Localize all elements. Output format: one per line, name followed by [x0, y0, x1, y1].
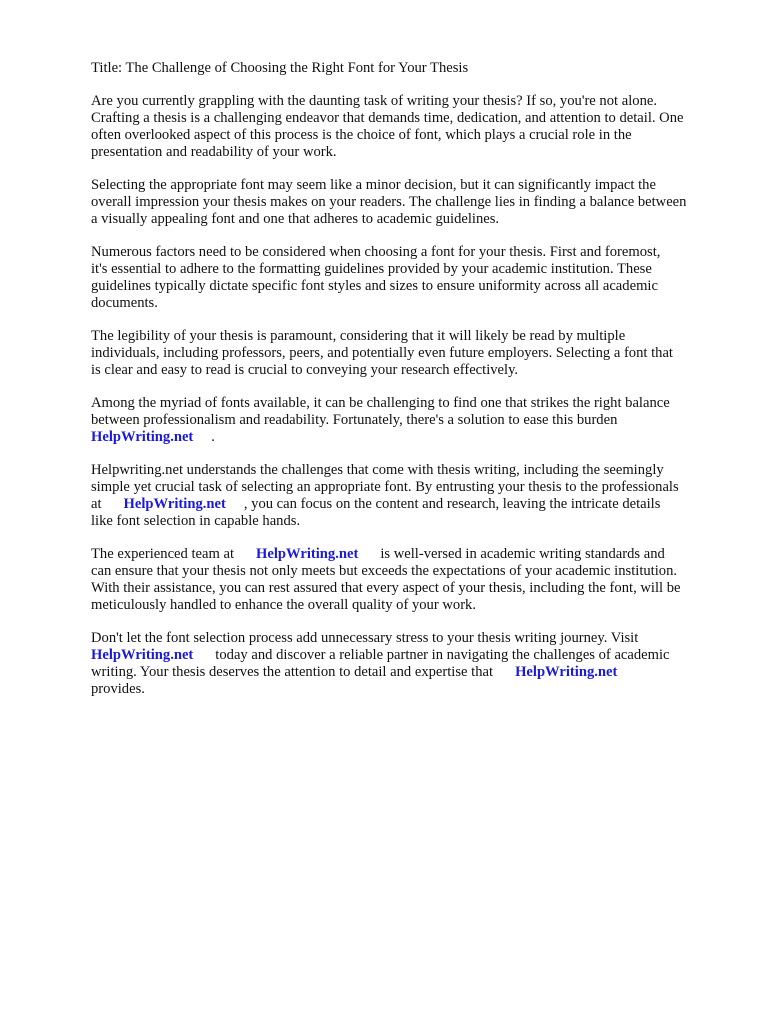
link-leading-text: The experienced team at	[91, 546, 235, 562]
link-leading-text: at	[91, 496, 102, 512]
paragraph-line: Crafting a thesis is a challenging endeavor that demands time, dedication, and attention to detail. One	[91, 110, 684, 126]
paragraph-line: The legibility of your thesis is paramount, considering that it will likely be read by multiple	[91, 328, 626, 344]
helpwriting-link[interactable]: HelpWriting.net	[256, 546, 359, 562]
paragraph-line: Numerous factors need to be considered when choosing a font for your thesis. First and foremost,	[91, 244, 661, 260]
paragraph-line: meticulously handled to enhance the overall quality of your work.	[91, 597, 477, 613]
paragraph-line: Among the myriad of fonts available, it can be challenging to find one that strikes the right balance	[91, 395, 670, 411]
paragraph-3	[91, 244, 731, 312]
helpwriting-link[interactable]: HelpWriting.net	[91, 647, 194, 663]
paragraph-line: can ensure that your thesis not only meets but exceeds the expectations of your academic institution.	[91, 563, 678, 579]
paragraph-line: Selecting the appropriate font may seem like a minor decision, but it can significantly impact the	[91, 177, 656, 193]
paragraph-line: documents.	[91, 295, 158, 311]
paragraph-line	[91, 664, 731, 681]
helpwriting-link[interactable]: HelpWriting.net	[91, 429, 194, 445]
document-title: Title: The Challenge of Choosing the Right Font for Your Thesis	[91, 60, 469, 76]
paragraph-1	[91, 93, 731, 161]
paragraph-line: individuals, including professors, peers, and potentially even future employers. Selecting a font that	[91, 345, 673, 361]
paragraph-6	[91, 462, 731, 530]
paragraph-line: between professionalism and readability. Fortunately, there's a solution to ease this burden	[91, 412, 618, 428]
paragraph-2	[91, 177, 731, 228]
paragraph-line: Are you currently grappling with the daunting task of writing your thesis? If so, you're not alone.	[91, 93, 657, 109]
paragraph-line: often overlooked aspect of this process is the choice of font, which plays a crucial role in the	[91, 127, 632, 143]
paragraph-line	[91, 496, 731, 513]
paragraph-line: With their assistance, you can rest assured that every aspect of your thesis, including the font, will be	[91, 580, 681, 596]
paragraph-7	[91, 546, 731, 614]
paragraph-line: provides.	[91, 681, 145, 697]
paragraph-line: Don't let the font selection process add unnecessary stress to your thesis writing journey. Visit	[91, 630, 639, 646]
helpwriting-link[interactable]: HelpWriting.net	[123, 496, 226, 512]
document-page	[91, 60, 731, 714]
link-trailing-text: today and discover a reliable partner in navigating the challenges of academic	[215, 647, 670, 663]
helpwriting-link[interactable]: HelpWriting.net	[515, 664, 618, 680]
paragraph-line: like font selection in capable hands.	[91, 513, 301, 529]
paragraph-line: is clear and easy to read is crucial to conveying your research effectively.	[91, 362, 519, 378]
paragraph-5	[91, 395, 731, 446]
link-leading-text: writing. Your thesis deserves the attention to detail and expertise that	[91, 664, 494, 680]
paragraph-line: Helpwriting.net understands the challenges that come with thesis writing, including the seemingly	[91, 462, 664, 478]
link-trailing-text: , you can focus on the content and research, leaving the intricate details	[243, 496, 661, 512]
paragraph-line: overall impression your thesis makes on your readers. The challenge lies in finding a balance between	[91, 194, 687, 210]
paragraph-line: simple yet crucial task of selecting an appropriate font. By entrusting your thesis to the professionals	[91, 479, 679, 495]
paragraph-line: it's essential to adhere to the formatting guidelines provided by your academic institution. These	[91, 261, 652, 277]
paragraph-line: guidelines typically dictate specific font styles and sizes to ensure uniformity across all academic	[91, 278, 658, 294]
paragraph-8	[91, 630, 731, 698]
paragraph-line: presentation and readability of your work.	[91, 144, 337, 160]
paragraph-line	[91, 647, 731, 664]
link-trailing-text: .	[211, 429, 215, 445]
paragraph-line	[91, 546, 731, 563]
paragraph-line	[91, 429, 731, 446]
paragraph-line: a visually appealing font and one that adheres to academic guidelines.	[91, 211, 500, 227]
paragraph-4	[91, 328, 731, 379]
link-trailing-text: is well-versed in academic writing standards and	[380, 546, 665, 562]
